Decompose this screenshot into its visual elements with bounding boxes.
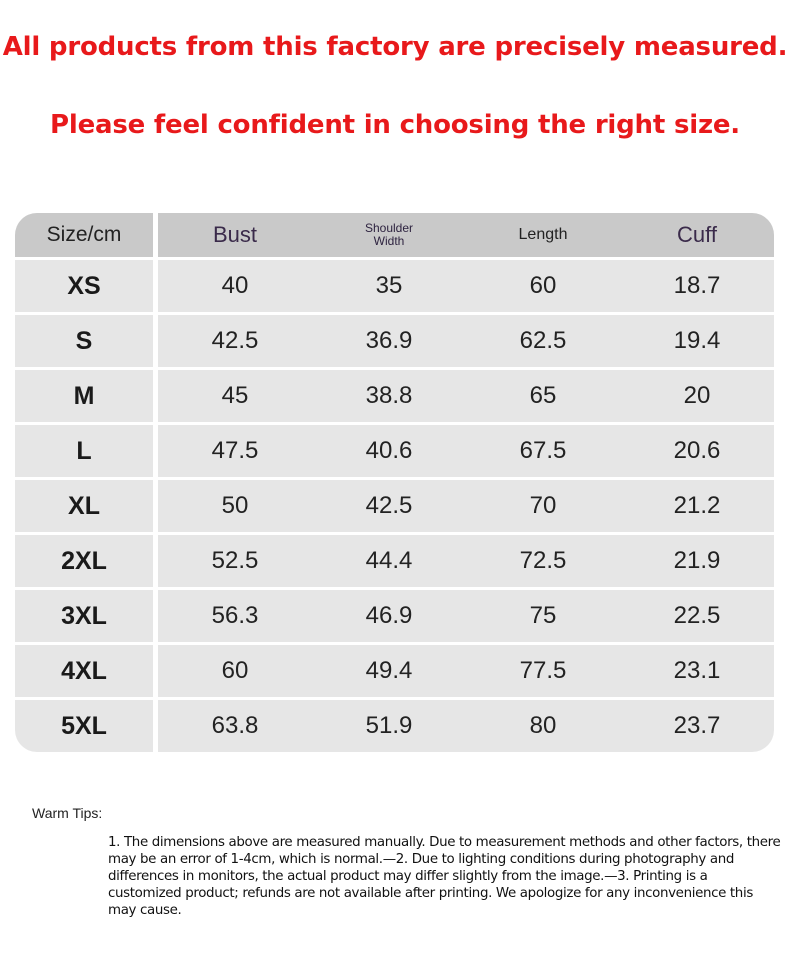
- bust-value: 52.5: [211, 547, 259, 574]
- size-table: [15, 213, 774, 751]
- table-row: [158, 480, 774, 532]
- length-value: 70: [529, 492, 557, 519]
- table-row: [158, 315, 774, 367]
- size-column: [15, 213, 153, 752]
- headline-confident: Please feel confident in choosing the right size.: [50, 110, 740, 140]
- bust-value: 56.3: [211, 602, 259, 629]
- table-header-row: [158, 213, 774, 257]
- cuff-value: 21.9: [673, 547, 721, 574]
- length-value: 77.5: [519, 657, 567, 684]
- measurement-columns: [158, 213, 774, 752]
- size-label: 5XL: [15, 700, 153, 752]
- shoulder-width-value: 44.4: [365, 547, 413, 574]
- size-label: 4XL: [15, 645, 153, 697]
- corner-label: Size/cm: [15, 213, 153, 257]
- length-value: 75: [529, 602, 557, 629]
- cuff-value: 19.4: [673, 327, 721, 354]
- table-row: [158, 425, 774, 477]
- length-value: 60: [529, 272, 557, 299]
- cuff-value: 18.7: [673, 272, 721, 299]
- cuff-value: 22.5: [673, 602, 721, 629]
- column-header-length: Length: [518, 226, 568, 243]
- table-row: [158, 645, 774, 697]
- bust-value: 40: [221, 272, 249, 299]
- bust-value: 63.8: [211, 712, 259, 739]
- column-header-cuff: Cuff: [677, 222, 717, 247]
- length-value: 80: [529, 712, 557, 739]
- table-row: [158, 370, 774, 422]
- bust-value: 50: [221, 492, 249, 519]
- bust-value: 42.5: [211, 327, 259, 354]
- bust-value: 47.5: [211, 437, 259, 464]
- shoulder-width-value: 40.6: [365, 437, 413, 464]
- column-header-shoulder-width: Shoulder Width: [364, 221, 414, 248]
- length-value: 72.5: [519, 547, 567, 574]
- table-row: [158, 260, 774, 312]
- length-value: 67.5: [519, 437, 567, 464]
- length-value: 62.5: [519, 327, 567, 354]
- shoulder-width-value: 51.9: [365, 712, 413, 739]
- headline-measured: All products from this factory are precisely measured.: [2, 32, 788, 62]
- size-label: M: [15, 370, 153, 422]
- length-value: 65: [529, 382, 557, 409]
- tips-title: Warm Tips:: [32, 805, 103, 821]
- shoulder-width-value: 42.5: [365, 492, 413, 519]
- shoulder-width-value: 38.8: [365, 382, 413, 409]
- column-header-bust: Bust: [212, 222, 258, 247]
- size-label: XL: [15, 480, 153, 532]
- table-row: [158, 700, 774, 752]
- cuff-value: 23.1: [673, 657, 721, 684]
- shoulder-width-value: 49.4: [365, 657, 413, 684]
- bust-value: 45: [221, 382, 249, 409]
- cuff-value: 23.7: [673, 712, 721, 739]
- size-label: L: [15, 425, 153, 477]
- cuff-value: 20: [683, 382, 711, 409]
- cuff-value: 21.2: [673, 492, 721, 519]
- shoulder-width-value: 35: [375, 272, 403, 299]
- tips-body: 1. The dimensions above are measured manually. Due to measurement methods and other factors, there may be an error of 1-4cm, which is normal.—2. Due to lighting conditions during photography and differences in monitors, the actual product may differ slightly from the image.—3. Printing is a customized product; refunds are not available after printing. We apologize for any inconvenience this may cause.: [108, 835, 781, 918]
- size-label: 2XL: [15, 535, 153, 587]
- shoulder-width-value: 36.9: [365, 327, 413, 354]
- size-label: XS: [15, 260, 153, 312]
- size-label: 3XL: [15, 590, 153, 642]
- shoulder-width-value: 46.9: [365, 602, 413, 629]
- table-row: [158, 590, 774, 642]
- size-label: S: [15, 315, 153, 367]
- table-row: [158, 535, 774, 587]
- cuff-value: 20.6: [673, 437, 721, 464]
- bust-value: 60: [221, 657, 249, 684]
